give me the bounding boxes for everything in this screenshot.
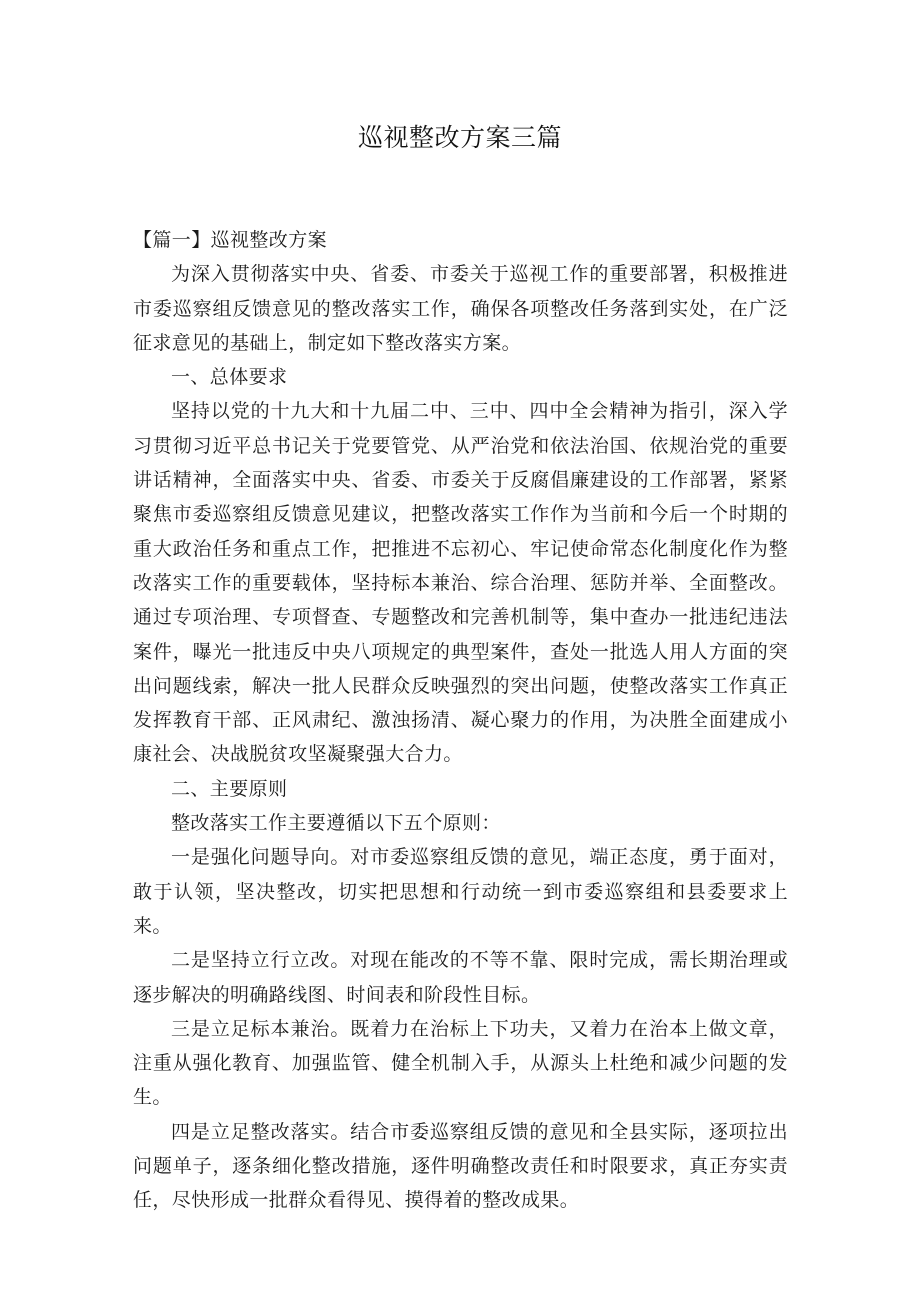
document-body [133, 223, 788, 1218]
principle-four: 四是立足整改落实。结合市委巡察组反馈的意见和全县实际，逐项拉出问题单子，逐条细化整改措施，逐件明确整改责任和时限要求，真正夯实责任，尽快形成一批群众看得见、摸得着的整改成果。 [133, 1120, 788, 1212]
principle-two: 二是坚持立行立改。对现在能改的不等不靠、限时完成，需长期治理或逐步解决的明确路线图、时间表和阶段性目标。 [133, 949, 788, 1006]
principle-three: 三是立足标本兼治。既着力在治标上下功夫，又着力在治本上做文章，注重从强化教育、加强监管、健全机制入手，从源头上杜绝和减少问题的发生。 [133, 1017, 788, 1109]
section-heading-part-one: 【篇一】巡视整改方案 [133, 229, 328, 251]
principle-one: 一是强化问题导向。对市委巡察组反馈的意见，端正态度，勇于面对，敢于认领，坚决整改，切实把思想和行动统一到市委巡察组和县委要求上来。 [133, 846, 788, 937]
document-title: 巡视整改方案三篇 [357, 123, 562, 152]
paragraph-principles-intro: 整改落实工作主要遵循以下五个原则： [171, 812, 501, 835]
heading-general-requirements: 一、总体要求 [171, 366, 288, 389]
paragraph-general-requirements: 坚持以党的十九大和十九届二中、三中、四中全会精神为指引，深入学习贯彻习近平总书记关于党要管党、从严治党和依法治国、依规治党的重要讲话精神，全面落实中央、省委、市委关于反腐倡廉建设的工作部署，紧紧聚焦市委巡察组反馈意见建议，把整改落实工作作为当前和今后一个时期的重大政治任务和重点工作，把推进不忘初心、牢记使命常态化制度化作为整改落实工作的重要载体，坚持标本兼治、综合治理、惩防并举、全面整改。通过专项治理、专项督查、专题整改和完善机制等，集中查办一批违纪违法案件，曝光一批违反中央八项规定的典型案件，查处一批选人用人方面的突出问题线索，解决一批人民群众反映强烈的突出问题，使整改落实工作真正发挥教育干部、正风肃纪、激浊扬清、凝心聚力的作用，为决胜全面建成小康社会、决战脱贫攻坚凝聚强大合力。 [133, 400, 788, 766]
intro-paragraph: 为深入贯彻落实中央、省委、市委关于巡视工作的重要部署，积极推进市委巡察组反馈意见的整改落实工作，确保各项整改任务落到实处，在广泛征求意见的基础上，制定如下整改落实方案。 [133, 263, 788, 354]
heading-main-principles: 二、主要原则 [171, 777, 288, 800]
